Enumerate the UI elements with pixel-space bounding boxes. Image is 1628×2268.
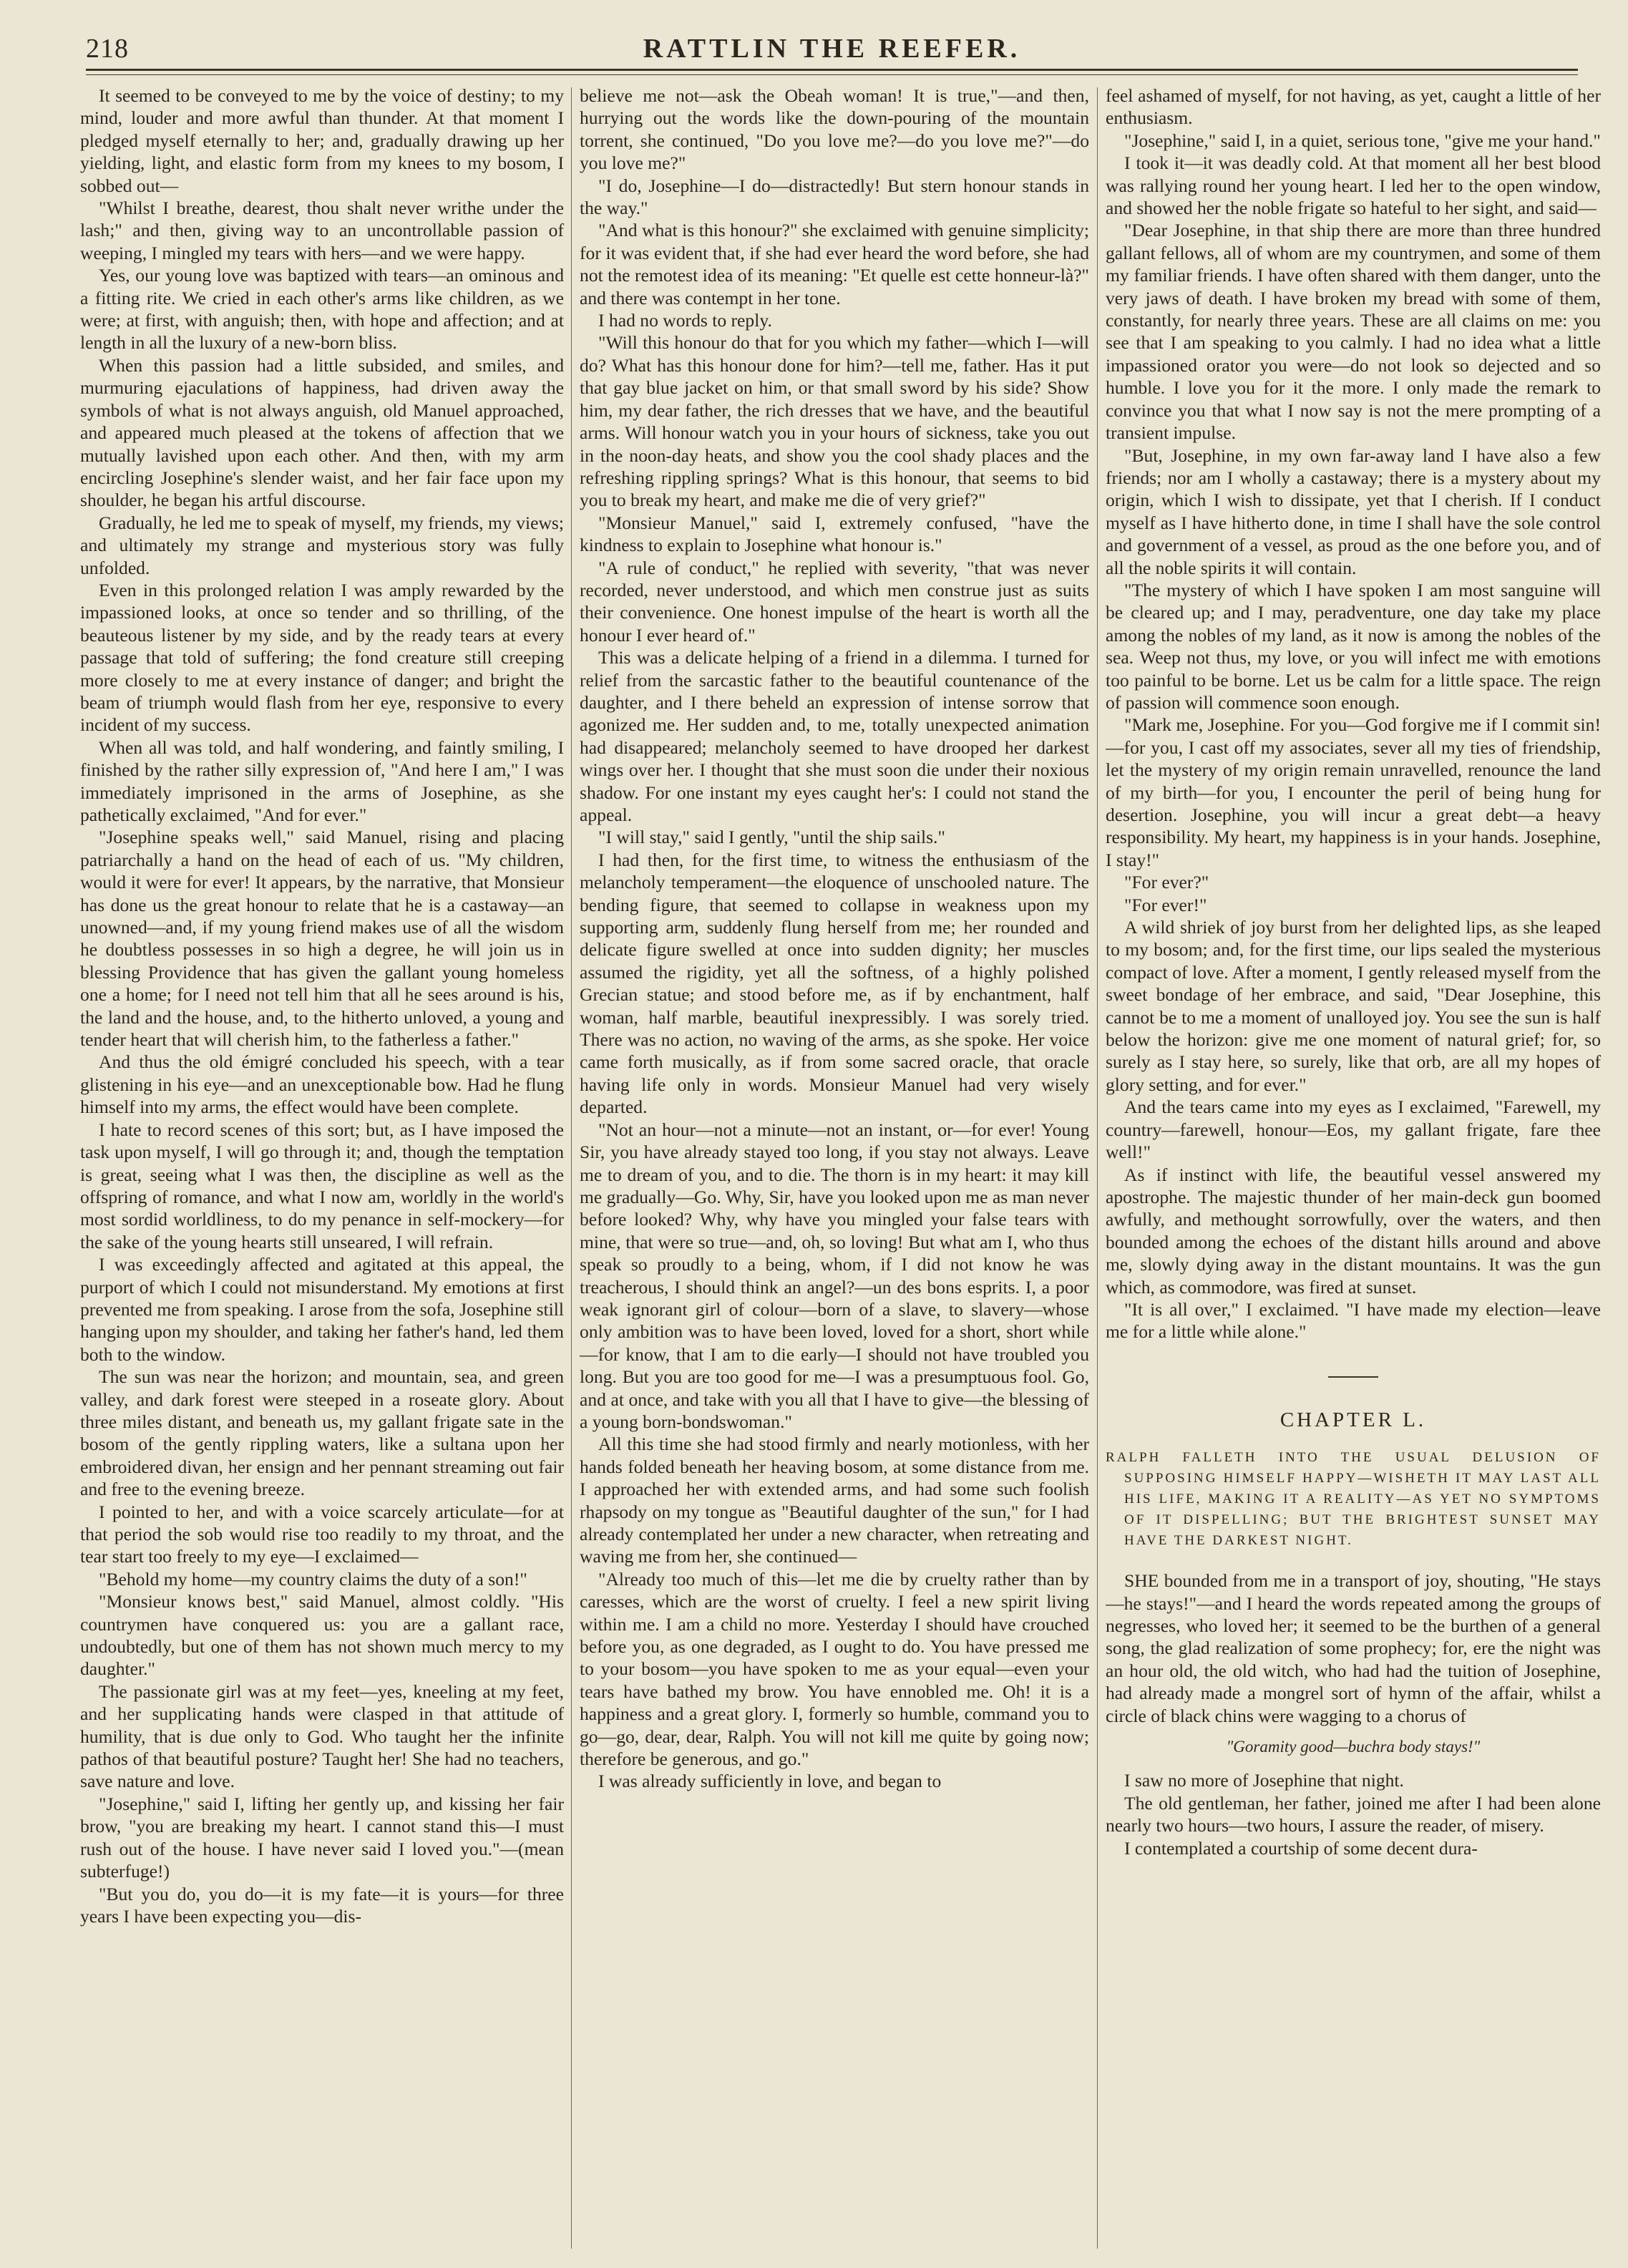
paragraph: "Monsieur knows best," said Manuel, almost coldly. "His countrymen have conquered us: you are a gallant race, undoubtedly, but one of them has not shown much mercy to my daughter.": [80, 1591, 564, 1680]
paragraph: "A rule of conduct," he replied with severity, "that was never recorded, never understood, and which men construe just as suits their convenience. One honest impulse of the heart is worth all the honour I ever heard of.": [580, 557, 1089, 646]
paragraph: "Whilst I breathe, dearest, thou shalt never writhe under the lash;" and then, giving way to an uncontrollable passion of weeping, I mingled my tears with hers—and we were happy.: [80, 198, 564, 263]
paragraph: The old gentleman, her father, joined me after I had been alone nearly two hours—two hours, I assure the reader, of misery.: [1106, 1792, 1601, 1836]
paragraph: Even in this prolonged relation I was amply rewarded by the impassioned looks, at once so tender and so thrilling, of the beauteous listener by my side, and by the ready tears at every passage that told of suffering; the fond creature still creeping more closely to me at every instance of danger; and bright the beam of triumph would flash from her eye, responsive to every incident of my success.: [80, 579, 564, 736]
paragraph: "The mystery of which I have spoken I am most sanguine will be cleared up; and I may, peradventure, one day take my place among the nobles of my land, as it now is among the nobles of the sea. Weep not thus, my love, or you will infect me with emotions too painful to be borne. Let us be calm for a little space. The reign of passion will commence soon enough.: [1106, 579, 1601, 713]
column-rule: [1097, 87, 1098, 2249]
song-chorus: "Goramity good—buchra body stays!": [1226, 1738, 1481, 1756]
paragraph: All this time she had stood firmly and nearly motionless, with her hands folded beneath her heaving bosom, at some distance from me. I approached her with extended arms, and had some such foolish rhapsody on my tongue as "Beautiful daughter of the sun," for I had already contemplated her under a new character, when retreating and waving me from her, she continued—: [580, 1434, 1089, 1567]
running-title: RATTLIN THE REEFER.: [643, 34, 1021, 64]
paragraph: "Behold my home—my country claims the duty of a son!": [99, 1568, 527, 1590]
paragraph: "I do, Josephine—I do—distractedly! But stern honour stands in the way.": [580, 175, 1089, 219]
header-rule-thin: [86, 74, 1578, 75]
paragraph: As if instinct with life, the beautiful vessel answered my apostrophe. The majestic thunder of her main-deck gun boomed awfully, and methought sorrowfully, over the waters, and then bounded among the echoes of the distant hills around and above me, slowly dying away in the distant mountains. It was the gun which, as commodore, was fired at sunset.: [1106, 1164, 1601, 1298]
paragraph: I hate to record scenes of this sort; but, as I have imposed the task upon myself, I will go through it; and, though the temptation is great, seeing what I was then, the discipline as well as the offspring of romance, and what I now am, worldly in the world's most sordid worldliness, to do my penance in self-mockery—for the sake of the young hearts still unseared, I will refrain.: [80, 1119, 564, 1252]
paragraph: When all was told, and half wondering, and faintly smiling, I finished by the rather silly expression of, "And here I am," I was immediately imprisoned in the arms of Josephine, as she pathetically exclaimed, "And for ever.": [80, 736, 564, 825]
text-column-2: [580, 84, 1089, 2253]
paragraph: I was already sufficiently in love, and began to: [598, 1771, 942, 1792]
paragraph: I pointed to her, and with a voice scarcely articulate—for at that period the sob would rise too readily to my throat, and the tear start too freely to my eye—I exclaimed—: [80, 1501, 564, 1567]
paragraph: When this passion had a little subsided, and smiles, and murmuring ejaculations of happiness, had driven away the symbols of what is not always anguish, old Manuel approached, and appeared much pleased at the tokens of affection that we mutually lavished upon each other. And then, with my arm encircling Josephine's slender waist, and her fair face upon my shoulder, he began his artful discourse.: [80, 354, 564, 511]
chapter-title: CHAPTER L.: [1280, 1408, 1427, 1431]
paragraph: I had then, for the first time, to witness the enthusiasm of the melancholy temperament—the eloquence of unschooled nature. The bending figure, that seemed to collapse in weakness upon my supporting arm, suddenly flung herself from me; her rounded and delicate figure swelled at once into sudden dignity; her muscles assumed the rigidity, yet all the softness, of a highly polished Grecian statue; and stood before me, as if by enchantment, half woman, half marble, beautiful inexpressibly. I was sorely tried. There was no action, no waving of the arms, as she spoke. Her voice came forth musically, as if from some sacred oracle, that oracle having life only in words. Monsieur Manuel had very wisely departed.: [580, 849, 1089, 1118]
paragraph: This was a delicate helping of a friend in a dilemma. I turned for relief from the sarcastic father to the beautiful countenance of the daughter, and I there beheld an expression of intense sorrow that agonized me. Her sudden and, to me, totally unexpected animation had disappeared; melancholy seemed to have drooped her darkest wings over her. I thought that she must soon die under their noxious shadow. For one instant my eyes caught her's: I could not stand the appeal.: [580, 647, 1089, 825]
paragraph: "It is all over," I exclaimed. "I have made my election—leave me for a little while alone.": [1106, 1298, 1601, 1343]
paragraph: I was exceedingly affected and agitated at this appeal, the purport of which I could not misunderstand. My emotions at first prevented me from speaking. I arose from the sofa, Josephine still hanging upon my shoulder, and taking her father's hand, led them both to the window.: [80, 1254, 564, 1365]
column-rule: [571, 87, 572, 2249]
header-rule-thick: [86, 69, 1578, 71]
paragraph: "And what is this honour?" she exclaimed with genuine simplicity; for it was evident that, if she had ever heard the word before, she had not the remotest idea of its meaning: "Et quelle est cette honneur-là?" and there was contempt in her tone.: [580, 220, 1089, 308]
paragraph: "Josephine," said I, in a quiet, serious tone, "give me your hand.": [1124, 130, 1601, 151]
paragraph: A wild shriek of joy burst from her delighted lips, as she leaped to my bosom; and, for the first time, our lips sealed the mysterious compact of love. After a moment, I gently released myself from the sweet bondage of her embrace, and said, "Dear Josephine, this cannot be to me a moment of unalloyed joy. You see the sun is half below the horizon: give me one moment of natural grief; for, so surely as I stay here, so surely, like that orb, are all my hopes of glory setting, and for ever.": [1106, 917, 1601, 1095]
paragraph: I had no words to reply.: [598, 310, 772, 331]
paragraph: Yes, our young love was baptized with tears—an ominous and a fitting rite. We cried in each other's arms like children, as we were; at first, with anguish; then, with hope and affection; and at length in all the luxury of a new-born bliss.: [80, 265, 564, 354]
paragraph: "Josephine speaks well," said Manuel, rising and placing patriarchally a hand on the head of each of us. "My children, would it were for ever! It appears, by the narrative, that Monsieur has done us the great honour to relate that he is a castaway—an unowned—and, if my young friend makes use of all the wisdom he doubtless possesses in so high a degree, he will join us in blessing Providence that has given the gallant young homeless one a home; for I need not tell him that all he sees around is his, the land and the house, and, to the hitherto unloved, a young and tender heart that will cherish him, to the fatherless a father.": [80, 827, 564, 1051]
paragraph: Gradually, he led me to speak of myself, my friends, my views; and ultimately my strange and mysterious story was fully unfolded.: [80, 512, 564, 578]
paragraph: I saw no more of Josephine that night.: [1124, 1770, 1404, 1791]
paragraph: "But, Josephine, in my own far-away land I have also a few friends; nor am I wholly a castaway; there is a mystery about my origin, which I wish to dissipate, yet that I cherish. If I conduct myself as I have hitherto done, in time I shall have the sole control and government of a vessel, as proud as the one before you, and of all the noble spirits it will contain.: [1106, 444, 1601, 578]
paragraph: SHE bounded from me in a transport of joy, shouting, "He stays—he stays!"—and I heard the words repeated among the groups of negresses, who loved her; it seemed to be the burthen of a general song, the glad realization of some prophecy; for, ere the night was an hour old, the old witch, who had had the tuition of Josephine, had already made a mongrel sort of hymn of the affair, whilst a circle of black chins were wagging to a chorus of: [1106, 1570, 1601, 1726]
text-column-1: [80, 84, 564, 2253]
paragraph: "For ever!": [1124, 894, 1207, 915]
paragraph: "Monsieur Manuel," said I, extremely confused, "have the kindness to explain to Josephine what honour is.": [580, 512, 1089, 556]
page-header: [86, 27, 1578, 63]
paragraph: "For ever?": [1124, 872, 1209, 893]
paragraph: I took it—it was deadly cold. At that moment all her best blood was rallying round her young heart. I led her to the open window, and showed her the noble frigate so hateful to her sight, and said—: [1106, 152, 1601, 219]
page-number: 218: [86, 34, 129, 64]
paragraph: I contemplated a courtship of some decent dura-: [1124, 1837, 1478, 1859]
chapter-argument: RALPH FALLETH INTO THE USUAL DELUSION OF SUPPOSING HIMSELF HAPPY—WISHETH IT MAY LAST ALL HIS LIFE, MAKING IT A REALITY—AS YET NO SYMPTOMS OF IT DISPELLING; BUT THE BRIGHTEST SUNSET MAY HAVE THE DARKEST NIGHT.: [1106, 1450, 1601, 1549]
paragraph: "Already too much of this—let me die by cruelty rather than by caresses, which are the worst of cruelty. I feel a new spirit living within me. I am a child no more. Yesterday I should have crouched before you, as one degraded, as I ought to do. You have pressed me to your bosom—you have spoken to me as your equal—even your tears have bathed my brow. You have ennobled me. Oh! it is a happiness and a great glory. I, formerly so humble, command you to go—go, dear, dear, Ralph. You will not kill me quite by going now; therefore be generous, and go.": [580, 1568, 1089, 1770]
paragraph: And thus the old émigré concluded his speech, with a tear glistening in his eye—and an unexceptionable bow. Had he flung himself into my arms, the effect would have been complete.: [80, 1051, 564, 1118]
paragraph: believe me not—ask the Obeah woman! It is true,"—and then, hurrying out the words like the down-pouring of the mountain torrent, she continued, "Do you love me?—do you love me?"—do you love me?": [580, 85, 1089, 174]
paragraph: "But you do, you do—it is my fate—it is yours—for three years I have been expecting you—dis-: [80, 1883, 564, 1927]
paragraph: "Dear Josephine, in that ship there are more than three hundred gallant fellows, all of whom are my countrymen, and some of them my familiar friends. I have often shared with them danger, unto the very jaws of death. I have broken my bread with some of them, constantly, for nearly three years. These are all claims on me: you see that I am speaking to you calmly. I had no idea what a little impassioned orator you were—do not look so dejected and so humble. I love you for it the more. I only made the remark to convince you that what I now say is not the mere prompting of a transient impulse.: [1106, 220, 1601, 444]
section-divider: [1328, 1376, 1378, 1378]
paragraph: "I will stay," said I gently, "until the ship sails.": [598, 827, 945, 848]
paragraph: "Not an hour—not a minute—not an instant, or—for ever! Young Sir, you have already stayed too long, if you stay not always. Leave me to dream of you, and to die. The thorn is in my heart: it may kill me gradually—Go. Why, Sir, have you looked upon me as man never before looked? Why, why have you mingled your false tears with mine, that were so true—and, oh, so loving! But what am I, who thus speak so proudly to a being, whom, if I did not know he was treacherous, I should think an angel?—un des bons esprits. I, a poor weak ignorant girl of colour—born of a slave, to slavery—whose only ambition was to have been loved, loved for a short, short while—for know, that I am to die early—I should not have troubled you long. But you are too good for me—I was a presumptuous fool. Go, and at once, and take with you all that I have to give—the blessing of a young born-bondswoman.": [580, 1119, 1089, 1432]
paragraph: It seemed to be conveyed to me by the voice of destiny; to my mind, louder and more awful than thunder. At that moment I pledged myself eternally to her; and, gradually drawing up her yielding, light, and elastic form from my knees to my bosom, I sobbed out—: [80, 85, 564, 196]
paragraph: "Will this honour do that for you which my father—which I—will do? What has this honour done for him?—tell me, father. Has it put that gay blue jacket on him, or that small sword by his side? Show him, my dear father, the rich dresses that we have, and the beautiful arms. Will honour watch you in your hours of sickness, take you out in the noon-day heats, and show you the cool shady places and the refreshing rippling springs? What is this honour, that seems to bid you to break my heart, and make me die of very grief?": [580, 332, 1089, 511]
text-column-3: [1106, 84, 1601, 2253]
paragraph: "Josephine," said I, lifting her gently up, and kissing her fair brow, "you are breaking my heart. I cannot stand this—I must rush out of the house. I have never said I loved you."—(mean subterfuge!): [80, 1793, 564, 1882]
paragraph: The sun was near the horizon; and mountain, sea, and green valley, and dark forest were steeped in a roseate glory. About three miles distant, and beneath us, my gallant frigate sate in the bosom of the gently rippling waters, like a sultana upon her embroidered divan, her ensign and her pennant streaming out fair and free to the evening breeze.: [80, 1366, 564, 1500]
paragraph: "Mark me, Josephine. For you—God forgive me if I commit sin!—for you, I cast off my associates, sever all my ties of friendship, let the mystery of my origin remain unravelled, renounce the land of my birth—for you, I encounter the peril of being hung for desertion. Josephine, you will incur a great debt—a heavy responsibility. My heart, my happiness is in your hands. Josephine, I stay!": [1106, 714, 1601, 870]
paragraph: feel ashamed of myself, for not having, as yet, caught a little of her enthusiasm.: [1106, 85, 1601, 129]
paragraph: And the tears came into my eyes as I exclaimed, "Farewell, my country—farewell, honour—Eos, my gallant frigate, fare thee well!": [1106, 1096, 1601, 1163]
paragraph: The passionate girl was at my feet—yes, kneeling at my feet, and her supplicating hands were clasped in that attitude of humility, that is due only to God. Who taught her the infinite pathos of that beautiful posture? Taught her! She had no teachers, save nature and love.: [80, 1680, 564, 1792]
